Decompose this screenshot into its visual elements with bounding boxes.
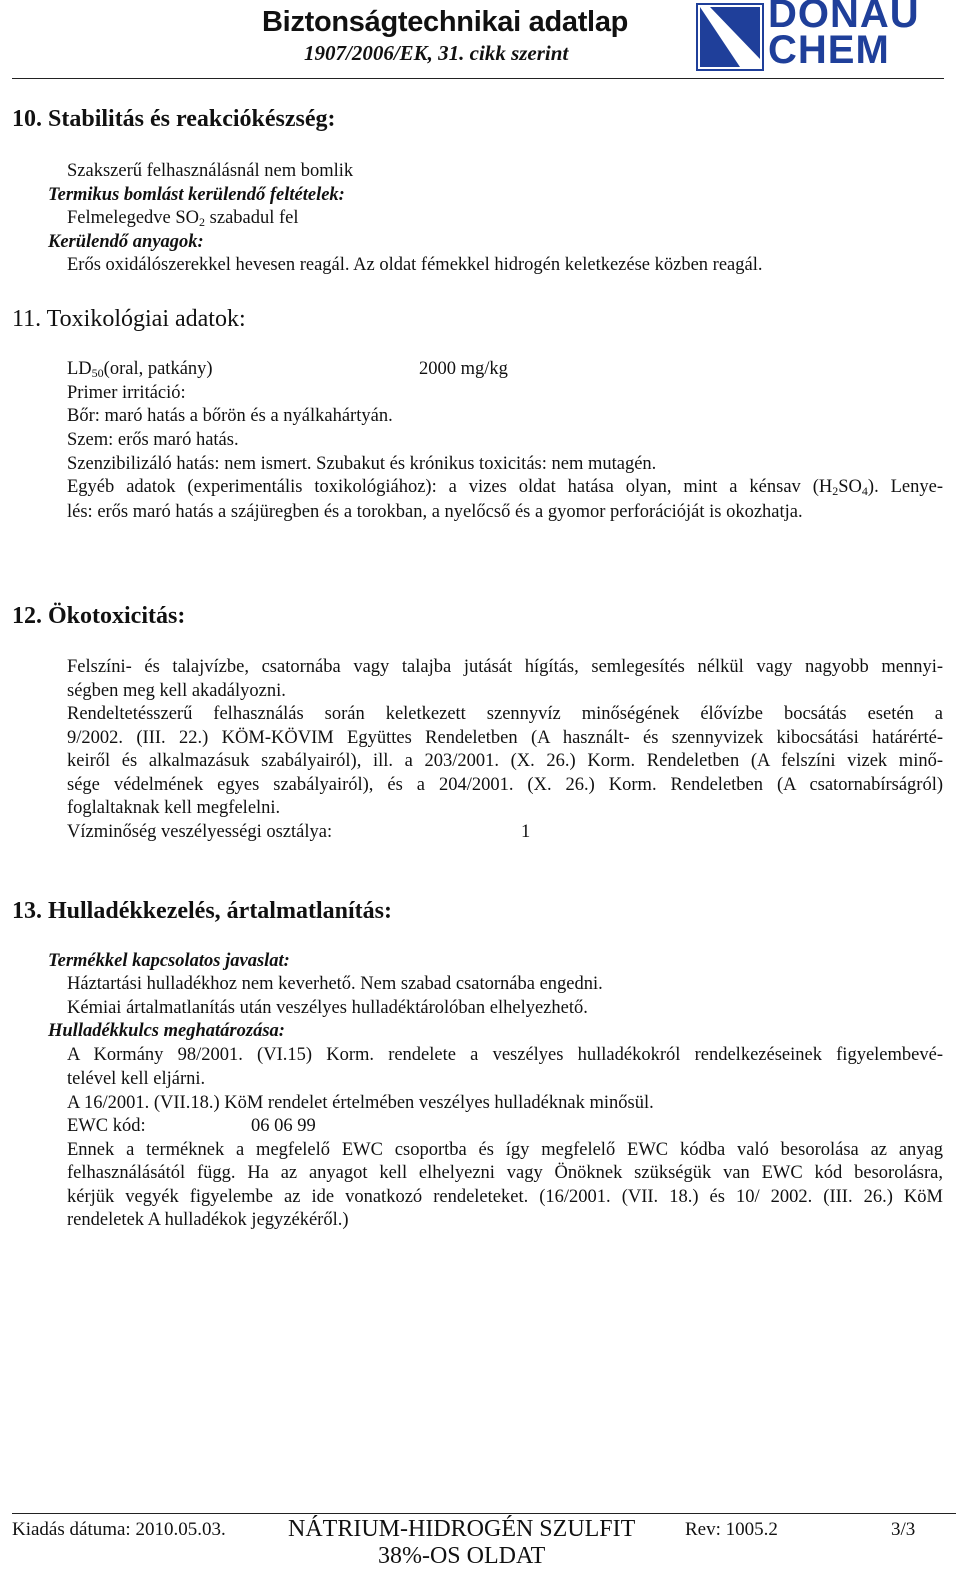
footer-product-line2: 38%-OS OLDAT [377,1543,546,1569]
s13-product-label: Termékkel kapcsolatos javaslat: [48,951,290,971]
s12-water-class-label: Vízminőség veszélyességi osztálya: [67,822,333,842]
s11-skin-text: Bőr: maró hatás a bőrön és a nyálkahártyán. [67,406,393,426]
s11-other-data-line2: lés: erős maró hatás a szájüregben és a torokban, a nyelőcső és a gyomor perforációját is okozhatja. [67,502,803,522]
s12-para2-line4: sége védelmének egyes szabályairól), és a 204/2001. (X. 26.) Korm. Rendeletben (A csatornabírságról) [67,775,943,795]
footer-divider [12,1513,956,1514]
s13-waste-key-line3: A 16/2001. (VII.18.) KöM rendelet értelmében veszélyes hulladéknak minősül. [67,1093,654,1113]
s13-waste-key-line1: A Kormány 98/2001. (VI.15) Korm. rendelete a veszélyes hulladékokról rendelkezéseinek figyelembevé- [67,1045,943,1065]
s13-ewc-value: 06 06 99 [251,1116,316,1136]
s10-thermal-text: Felmelegedve $SO_2$ szabadul fel [67,208,299,229]
footer-revision: Rev: 1005.2 [685,1519,778,1540]
s11-eye-text: Szem: erős maró hatás. [67,430,239,450]
s13-ewc-line2: felhasználásától függ. Ha az anyagot kell elhelyezni vagy Önöknek szükségük van EWC kód besorolásra, [67,1163,943,1183]
s11-ld50-value: 2000 mg/kg [419,359,508,379]
s12-para2-line3: keiről és alkalmazásuk szabályairól), ill. a 203/2001. (X. 26.) Korm. Rendeletben (A felszíni vizek minő- [67,751,943,771]
s12-para2-line2: 9/2002. (III. 22.) KÖM-KÖVIM Együttes Rendeletben (A használt- és szennyvizek kibocsátási határérté- [67,728,943,748]
s12-water-class-value: 1 [521,822,531,842]
footer-issue-date: Kiadás dátuma: 2010.05.03. [12,1519,226,1540]
s10-thermal-label: Termikus bomlást kerülendő feltételek: [48,185,345,205]
s10-avoid-label: Kerülendő anyagok: [48,232,204,252]
s13-ewc-line3: kérjük vegyék figyelembe az ide vonatkozó rendeleteket. (16/2001. (VII. 18.) és 10/ 2002. (III. 26.) KöM [67,1187,943,1207]
s12-para1-line1: Felszíni- és talajvízbe, csatornába vagy talajba jutását hígítás, semlegesítés nélkül vagy nagyobb mennyi- [67,657,943,677]
footer-page-number: 3/3 [891,1519,916,1540]
s13-product-line1: Háztartási hulladékhoz nem keverhető. Nem szabad csatornába engedni. [67,974,603,994]
s13-waste-key-label: Hulladékkulcs meghatározása: [48,1021,285,1041]
s12-para1-line2: ségben meg kell akadályozni. [67,681,286,701]
footer-product-line1: NÁTRIUM-HIDROGÉN SZULFIT [288,1516,636,1542]
s10-stability-text: Szakszerű felhasználásnál nem bomlik [67,161,354,181]
document-subtitle: 1907/2006/EK, 31. cikk szerint [304,41,569,65]
donau-chem-logo [696,2,942,72]
logo-text-chem: CHEM [768,28,890,72]
section-13-heading: 13. Hulladékkezelés, ártalmatlanítás: [12,898,392,924]
s13-ewc-line4: rendeletek A hulladékok jegyzékéről.) [67,1210,349,1230]
s12-para2-line1: Rendeltetésszerű felhasználás során keletkezett szennyvíz minőségének élővízbe bocsátás esetén a [67,704,943,724]
s11-ld50-label: $LD_{50}(oral$, patkány) [67,359,213,380]
logo-mark-icon [696,3,764,71]
s11-sensitization-text: Szenzibilizáló hatás: nem ismert. Szubakut és krónikus toxicitás: nem mutagén. [67,454,657,474]
header-divider [12,78,944,79]
s12-para2-line5: foglaltaknak kell megfelelni. [67,798,281,818]
document-title: Biztonságtechnikai adatlap [262,6,629,38]
section-12-heading: 12. Ökotoxicitás: [12,603,186,629]
s13-ewc-line1: Ennek a terméknek a megfelelő EWC csoportba és így megfelelő EWC kódba való besorolása az anyag [67,1140,943,1160]
s11-other-data-line1: Egyéb adatok (experimentális toxikológiához): a vizes oldat hatása olyan, mint a kénsav $(H_2SO_4)$. Lenye- [67,477,944,498]
logo-text-donau: DONAU [768,0,920,36]
section-10-heading: 10. Stabilitás és reakciókészség: [12,106,336,132]
footer-product-name [288,1516,635,1570]
section-11-heading: 11. Toxikológiai adatok: [12,306,246,332]
s13-product-line2: Kémiai ártalmatlanítás után veszélyes hulladéktárolóban elhelyezhető. [67,998,588,1018]
s13-waste-key-line2: telével kell eljárni. [67,1069,206,1089]
s13-ewc-label: EWC kód: [67,1116,146,1136]
s11-primary-label: Primer irritáció: [67,383,186,403]
s10-avoid-text: Erős oxidálószerekkel hevesen reagál. Az oldat fémekkel hidrogén keletkezése közben reagál. [67,255,763,275]
